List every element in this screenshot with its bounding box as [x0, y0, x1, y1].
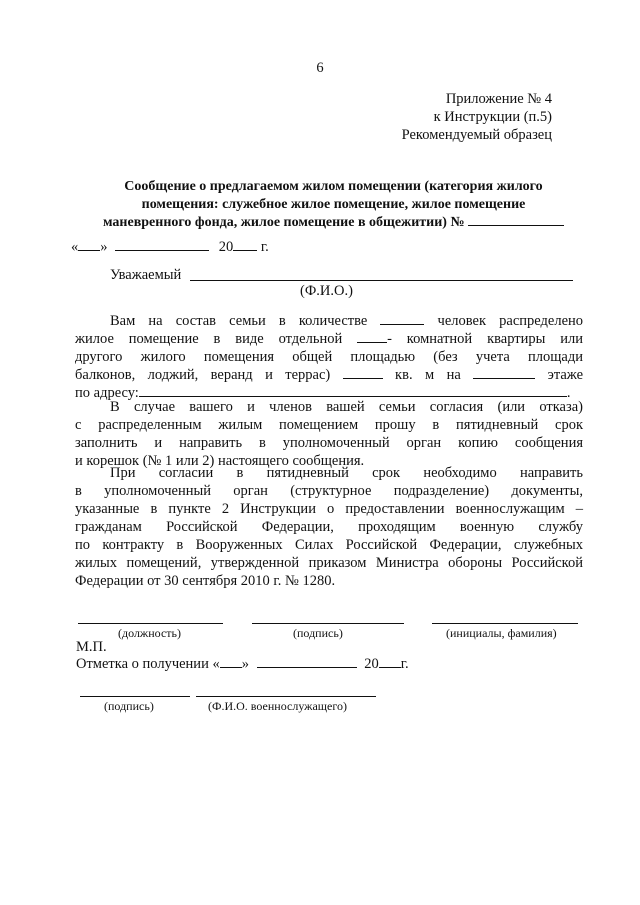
- name-caption: (инициалы, фамилия): [446, 626, 557, 640]
- date-year-suffix: г.: [260, 239, 269, 255]
- receipt-line: [76, 655, 409, 673]
- greeting-name-caption: (Ф.И.О.): [300, 283, 353, 299]
- p3-line1: При согласии в пятидневный срок необходимо направить: [110, 465, 583, 481]
- soldier-name-blank[interactable]: [196, 696, 376, 697]
- floor-blank[interactable]: [473, 366, 535, 379]
- annex-sample-label: Рекомендуемый образец: [401, 127, 552, 143]
- p2-line4: и корешок (№ 1 или 2) настоящего сообщения.: [75, 453, 365, 469]
- p2-line3: заполнить и направить в уполномоченный орган копию сообщения: [75, 435, 583, 451]
- p3-line5: по контракту в Вооруженных Силах Российской Федерации, служебных: [75, 537, 583, 553]
- p3-line6: жилых помещений, утвержденной приказом Министра обороны Российской: [75, 555, 583, 571]
- position-caption: (должность): [118, 626, 181, 640]
- page-number: 6: [316, 60, 324, 76]
- p1-line4: балконов, лоджий, веранд и террас) кв. м на этаже: [75, 367, 584, 383]
- receipt-day-blank[interactable]: [220, 655, 242, 668]
- p1-line3: другого жилого помещения общей площадью (без учета площади: [75, 349, 583, 365]
- receipt-year-prefix: 20: [364, 656, 379, 672]
- receipt-label: Отметка о получении «: [76, 656, 220, 672]
- date-line: [71, 238, 269, 256]
- signature-blank[interactable]: [252, 623, 404, 624]
- document-title-text: Сообщение о предлагаемом жилом помещении (категория жилого помещения: служебное жилое помещение, жилое помещение маневренного фонда, жилое помещение в общежитии) №: [102, 179, 543, 230]
- p1-line5: по адресу: .: [75, 385, 571, 401]
- seal-mark: М.П.: [76, 639, 107, 655]
- position-blank[interactable]: [78, 623, 223, 624]
- date-quote-close: »: [100, 239, 108, 255]
- rooms-count-blank[interactable]: [357, 330, 387, 343]
- p2-line2: с распределенным жилым помещением прошу в пятидневный срок: [75, 417, 583, 433]
- greeting-name-blank[interactable]: [190, 280, 573, 281]
- soldier-signature-blank[interactable]: [80, 696, 190, 697]
- area-blank[interactable]: [343, 366, 383, 379]
- annex-reference: к Инструкции (п.5): [433, 109, 552, 125]
- date-day-blank[interactable]: [78, 238, 100, 251]
- date-year-blank[interactable]: [233, 238, 257, 251]
- date-year-prefix: 20: [218, 239, 234, 255]
- p3-line7: Федерации от 30 сентября 2010 г. № 1280.: [75, 573, 336, 589]
- p3-line4: гражданам Российской Федерации, проходящим военную службу: [75, 519, 583, 535]
- annex-header: [397, 90, 552, 144]
- receipt-year-blank[interactable]: [379, 655, 401, 668]
- p2-line1: В случае вашего и членов вашей семьи согласия (или отказа): [110, 399, 583, 415]
- document-title: [96, 178, 571, 232]
- p1-line1: Вам на состав семьи в количестве человек распределено: [110, 313, 584, 329]
- soldier-name-caption: (Ф.И.О. военнослужащего): [208, 699, 347, 713]
- message-number-blank[interactable]: [468, 213, 564, 226]
- family-count-blank[interactable]: [380, 312, 424, 325]
- receipt-month-blank[interactable]: [257, 655, 357, 668]
- p3-line3: указанные в пункте 2 Инструкции о предоставлении военнослужащим –: [75, 501, 583, 517]
- soldier-signature-caption: (подпись): [104, 699, 154, 713]
- signature-caption: (подпись): [293, 626, 343, 640]
- annex-number: Приложение № 4: [445, 91, 552, 107]
- address-label: по адресу:: [75, 385, 139, 401]
- greeting-label: Уважаемый: [110, 267, 182, 283]
- date-month-blank[interactable]: [115, 238, 209, 251]
- date-quote-open: «: [71, 239, 79, 255]
- name-blank[interactable]: [432, 623, 578, 624]
- p1-line2: жилое помещение в виде отдельной - комнатной квартиры или: [75, 331, 583, 347]
- p3-line2: в уполномоченный орган (структурное подразделение) документы,: [75, 483, 583, 499]
- address-blank[interactable]: [139, 384, 567, 397]
- receipt-quote-close: »: [241, 656, 249, 672]
- receipt-year-suffix: г.: [400, 656, 409, 672]
